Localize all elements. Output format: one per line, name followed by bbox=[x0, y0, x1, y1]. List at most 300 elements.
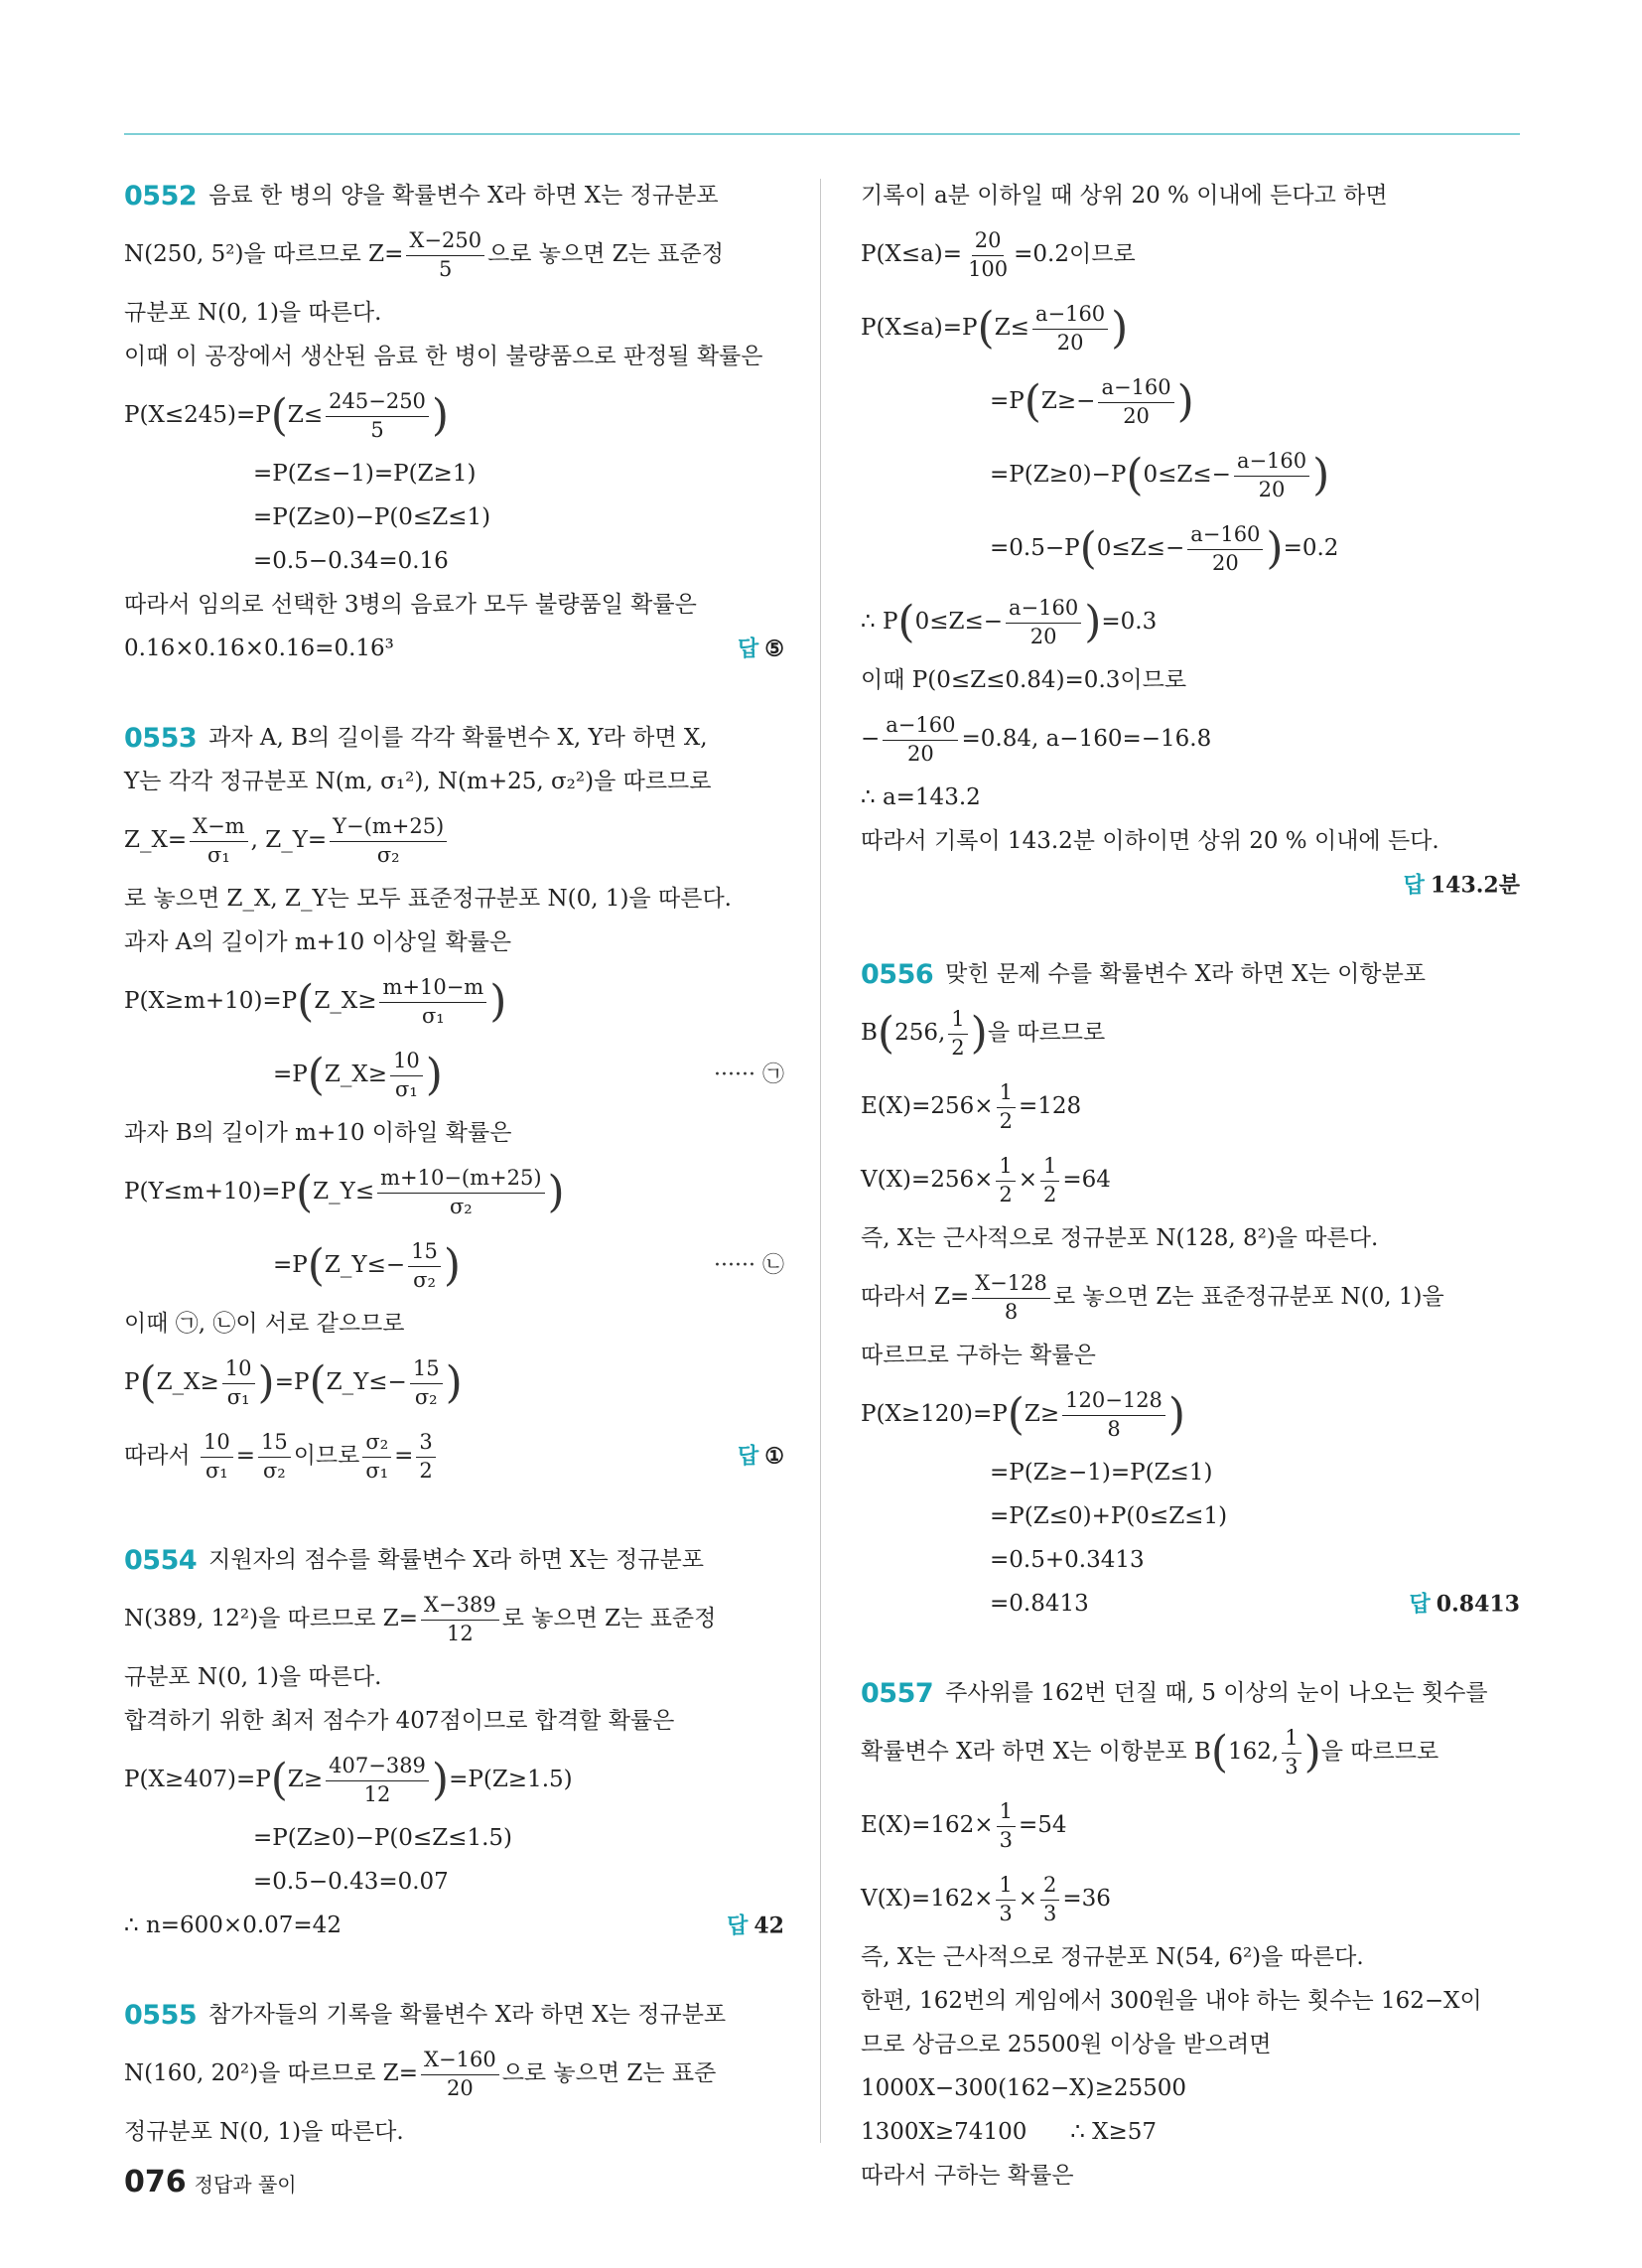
problem-556-line3 bbox=[861, 1261, 1520, 1335]
answer bbox=[1404, 873, 1520, 898]
equation: Z_X≥ bbox=[156, 1369, 219, 1396]
denominator: 5 bbox=[439, 256, 453, 281]
denominator: σ₂ bbox=[449, 1194, 473, 1218]
equation: =0.5−0.43=0.07 bbox=[253, 1869, 449, 1896]
equation: ∴ n=600×0.07=42 bbox=[124, 1913, 342, 1939]
denominator: 3 bbox=[1043, 1901, 1057, 1925]
numerator: 1 bbox=[996, 1874, 1015, 1900]
equation: =0.5+0.3413 bbox=[990, 1547, 1145, 1574]
equation: =P bbox=[274, 1369, 310, 1396]
paren-close: ) bbox=[1303, 1727, 1321, 1778]
fraction bbox=[1040, 1874, 1059, 1924]
problem-553-eq5 bbox=[124, 1229, 784, 1303]
fraction bbox=[362, 1431, 391, 1482]
problem-553-line3 bbox=[124, 878, 784, 921]
equation: Z_X≥ bbox=[314, 988, 377, 1015]
text: N(160, 20²)을 따르므로 Z= bbox=[124, 2060, 419, 2087]
paren-open: ( bbox=[1126, 450, 1144, 501]
paren-close: ) bbox=[547, 1167, 565, 1218]
denominator: 20 bbox=[447, 2075, 474, 2100]
denominator: 20 bbox=[1258, 477, 1286, 501]
numerator: 120−128 bbox=[1062, 1389, 1165, 1415]
equation: =P(Z≤−1)=P(Z≥1) bbox=[253, 461, 477, 488]
fraction bbox=[326, 1755, 429, 1805]
equation: = bbox=[394, 1443, 414, 1470]
text: 맞힌 문제 수를 확률변수 X라 하면 X는 이항분포 bbox=[945, 961, 1427, 988]
equation: =P(Z≥0)−P(0≤Z≤1) bbox=[253, 504, 491, 531]
numerator: 10 bbox=[390, 1050, 423, 1075]
numerator: a−160 bbox=[1234, 450, 1309, 476]
problem-555-r2 bbox=[861, 218, 1520, 292]
text: 로 놓으면 Z는 표준정 bbox=[501, 1606, 717, 1632]
fraction bbox=[1006, 597, 1081, 647]
denominator: 2 bbox=[999, 1108, 1013, 1133]
problem-number: 0553 bbox=[124, 723, 198, 755]
equation: B bbox=[861, 1020, 878, 1047]
paren-open: ( bbox=[307, 1050, 325, 1101]
equation: 0.16×0.16×0.16=0.16³ bbox=[124, 636, 394, 662]
problem-555-r5 bbox=[861, 439, 1520, 512]
fraction bbox=[416, 1431, 435, 1482]
problem-555-r9 bbox=[861, 703, 1520, 777]
equation: =64 bbox=[1062, 1167, 1111, 1194]
numerator: X−389 bbox=[421, 1594, 499, 1620]
equation: P(X≤a)= bbox=[861, 241, 963, 268]
numerator: 3 bbox=[416, 1431, 435, 1457]
text: 이므로 bbox=[293, 1443, 360, 1470]
numerator: 407−389 bbox=[326, 1755, 429, 1780]
denominator: 2 bbox=[999, 1182, 1013, 1206]
numerator: a−160 bbox=[1098, 376, 1173, 402]
equation: Z≤ bbox=[287, 402, 324, 429]
paren-close: ) bbox=[1176, 376, 1194, 428]
fraction bbox=[421, 1594, 499, 1644]
paren-close: ) bbox=[445, 1357, 463, 1409]
paren-close: ) bbox=[970, 1008, 988, 1060]
numerator: σ₂ bbox=[362, 1431, 391, 1457]
text: 이때 P(0≤Z≤0.84)=0.3이므로 bbox=[861, 667, 1187, 694]
fraction bbox=[421, 2049, 499, 2099]
text: 정규분포 N(0, 1)을 따른다. bbox=[124, 2119, 404, 2146]
denominator: 2 bbox=[1043, 1182, 1057, 1206]
problem-557-line5 bbox=[861, 2024, 1520, 2067]
problem-552-line3 bbox=[124, 292, 784, 336]
answer bbox=[1410, 1592, 1520, 1617]
denominator: σ₂ bbox=[376, 842, 400, 867]
numerator: 1 bbox=[997, 1081, 1016, 1107]
denominator: 2 bbox=[951, 1035, 965, 1060]
equation: =P(Z≥−1)=P(Z≤1) bbox=[990, 1460, 1213, 1487]
equation: 0≤Z≤− bbox=[1143, 462, 1231, 489]
footer-label: 정답과 풀이 bbox=[194, 2173, 297, 2197]
numerator: 1 bbox=[948, 1008, 967, 1034]
equation: P(Y≤m+10)=P bbox=[124, 1179, 296, 1205]
equation: =0.5−0.34=0.16 bbox=[253, 548, 449, 575]
problem-555-answer-line bbox=[861, 864, 1520, 908]
problem-555-r6 bbox=[861, 512, 1520, 586]
paren-open: ( bbox=[897, 597, 915, 648]
fraction bbox=[1282, 1727, 1300, 1777]
problem-556-line1 bbox=[861, 953, 1520, 997]
text: N(389, 12²)을 따르므로 Z= bbox=[124, 1606, 419, 1632]
text: 음료 한 병의 양을 확률변수 X라 하면 X는 정규분포 bbox=[208, 183, 719, 210]
problem-556-eq1 bbox=[861, 997, 1520, 1070]
right-column bbox=[861, 175, 1520, 2198]
text: 을 따르므로 bbox=[1320, 1739, 1439, 1766]
numerator: 1 bbox=[1040, 1155, 1059, 1181]
text: 이때 이 공장에서 생산된 음료 한 병이 불량품으로 판정될 확률은 bbox=[124, 344, 763, 370]
equation: Z≤ bbox=[994, 315, 1029, 342]
paren-close: ) bbox=[257, 1357, 275, 1409]
paren-close: ) bbox=[1312, 450, 1330, 501]
paren-close: ) bbox=[1167, 1389, 1186, 1441]
numerator: 10 bbox=[222, 1357, 255, 1383]
text: 즉, X는 근사적으로 정규분포 N(128, 8²)을 따른다. bbox=[861, 1225, 1379, 1252]
equation: 162, bbox=[1228, 1739, 1280, 1766]
problem-554-line4 bbox=[124, 1700, 784, 1744]
equation: V(X)=162× bbox=[861, 1886, 994, 1913]
fraction bbox=[408, 1240, 441, 1291]
page-footer bbox=[124, 2165, 297, 2199]
fraction bbox=[996, 1874, 1015, 1924]
fraction bbox=[410, 1357, 443, 1408]
left-column bbox=[124, 175, 784, 2155]
fraction bbox=[1098, 376, 1173, 427]
numerator: X−250 bbox=[406, 229, 484, 255]
text: 기록이 a분 이하일 때 상위 20 % 이내에 든다고 하면 bbox=[861, 183, 1388, 210]
problem-557-eq1 bbox=[861, 1789, 1520, 1863]
problem-554-eq2 bbox=[124, 1817, 784, 1861]
paren-open: ( bbox=[270, 390, 288, 442]
equation: P(X≥m+10)=P bbox=[124, 988, 298, 1015]
text: 따라서 임의로 선택한 3병의 음료가 모두 불량품일 확률은 bbox=[124, 592, 697, 619]
column-divider bbox=[820, 179, 821, 2143]
denominator: 20 bbox=[1123, 403, 1150, 428]
problem-number: 0554 bbox=[124, 1545, 198, 1577]
equation: =0.2이므로 bbox=[1014, 241, 1136, 268]
equation: P(X≤a)=P bbox=[861, 315, 978, 342]
numerator: 1 bbox=[996, 1155, 1015, 1181]
problem-556-eq5 bbox=[861, 1452, 1520, 1495]
text: 즉, X는 근사적으로 정규분포 N(54, 6²)을 따른다. bbox=[861, 1944, 1364, 1971]
equation: − bbox=[861, 726, 881, 753]
problem-555-line1 bbox=[124, 1994, 784, 2038]
problem-552-eq1 bbox=[124, 379, 784, 453]
problem-557-eq2 bbox=[861, 1863, 1520, 1936]
equation: =P bbox=[273, 1252, 308, 1279]
problem-556-line2 bbox=[861, 1217, 1520, 1261]
fraction bbox=[390, 1050, 423, 1100]
text: 따라서 기록이 143.2분 이하이면 상위 20 % 이내에 든다. bbox=[861, 828, 1439, 855]
equation: Z_Y≤− bbox=[326, 1369, 407, 1396]
fraction bbox=[379, 976, 486, 1027]
problem-555-line3 bbox=[124, 2111, 784, 2155]
answer-label: 답 bbox=[738, 637, 759, 662]
paren-open: ( bbox=[1079, 523, 1097, 575]
text: 확률변수 X라 하면 X는 이항분포 B bbox=[861, 1739, 1211, 1766]
text: 과자 A의 길이가 m+10 이상일 확률은 bbox=[124, 929, 512, 956]
text: 따르므로 구하는 확률은 bbox=[861, 1343, 1096, 1369]
problem-557-line6 bbox=[861, 2155, 1520, 2198]
text: 으로 놓으면 Z는 표준 bbox=[501, 2060, 717, 2087]
answer-label: 답 bbox=[738, 1444, 759, 1470]
answer bbox=[727, 1914, 784, 1938]
fraction bbox=[996, 1155, 1015, 1205]
equation: Z_X≥ bbox=[324, 1062, 388, 1088]
equation: Z≥ bbox=[287, 1767, 324, 1793]
problem-554-eq1 bbox=[124, 1744, 784, 1817]
numerator: 15 bbox=[258, 1431, 291, 1457]
equation: Z≥ bbox=[1024, 1401, 1060, 1428]
numerator: a−160 bbox=[883, 714, 958, 740]
paren-open: ( bbox=[295, 1167, 314, 1218]
problem-553-line1 bbox=[124, 717, 784, 761]
problem-556-line4 bbox=[861, 1335, 1520, 1378]
paren-close: ) bbox=[431, 1755, 450, 1806]
fraction bbox=[406, 229, 484, 280]
paren-open: ( bbox=[1210, 1727, 1228, 1778]
denominator: σ₁ bbox=[205, 1458, 228, 1483]
denominator: σ₂ bbox=[414, 1384, 438, 1409]
problem-555-r8 bbox=[861, 659, 1520, 703]
fraction bbox=[330, 815, 447, 866]
problem-553-line7 bbox=[124, 1420, 784, 1493]
fraction bbox=[1187, 523, 1263, 574]
fraction bbox=[326, 390, 429, 441]
equation: V(X)=256× bbox=[861, 1167, 994, 1194]
problem-552-eq3 bbox=[124, 496, 784, 540]
equation: =P(Z≥0)−P(0≤Z≤1.5) bbox=[253, 1825, 513, 1852]
problem-555-r4 bbox=[861, 365, 1520, 439]
numerator: 2 bbox=[1040, 1874, 1059, 1900]
problem-556-eq6 bbox=[861, 1495, 1520, 1539]
paren-open: ( bbox=[307, 1240, 325, 1292]
problem-553-eq3 bbox=[124, 1039, 784, 1112]
equation: =0.5−P bbox=[990, 535, 1080, 562]
problem-553-line2 bbox=[124, 761, 784, 804]
problem-number: 0557 bbox=[861, 1678, 934, 1710]
denominator: σ₂ bbox=[262, 1458, 286, 1483]
denominator: 3 bbox=[999, 1827, 1013, 1852]
text: 로 놓으면 Z_X, Z_Y는 모두 표준정규분포 N(0, 1)을 따른다. bbox=[124, 886, 732, 913]
problem-556-eq8 bbox=[861, 1583, 1520, 1627]
problem-555-r11 bbox=[861, 820, 1520, 864]
text: 과자 B의 길이가 m+10 이하일 확률은 bbox=[124, 1120, 512, 1147]
problem-556-eq3 bbox=[861, 1144, 1520, 1217]
equation: =P bbox=[273, 1062, 308, 1088]
problem-557-eq4 bbox=[861, 2111, 1520, 2155]
denominator: σ₁ bbox=[421, 1003, 445, 1028]
equation: =P bbox=[990, 388, 1025, 415]
paren-open: ( bbox=[297, 976, 315, 1028]
problem-554-eq4 bbox=[124, 1905, 784, 1948]
problem-553-line6 bbox=[124, 1303, 784, 1347]
fraction bbox=[948, 1008, 967, 1059]
answer-value: 0.8413 bbox=[1436, 1591, 1520, 1618]
denominator: 2 bbox=[419, 1458, 433, 1483]
text: 따라서 Z= bbox=[861, 1284, 970, 1311]
problem-553-eq6 bbox=[124, 1347, 784, 1420]
answer bbox=[738, 1444, 784, 1469]
text: 므로 상금으로 25500원 이상을 받으려면 bbox=[861, 2032, 1272, 2058]
denominator: 20 bbox=[1056, 330, 1084, 354]
page-number: 076 bbox=[124, 2165, 187, 2199]
problem-553-line5 bbox=[124, 1112, 784, 1156]
fraction bbox=[972, 1272, 1050, 1323]
paren-open: ( bbox=[977, 303, 995, 354]
equation: Z_X= bbox=[124, 827, 188, 854]
equation: P(X≥120)=P bbox=[861, 1401, 1008, 1428]
denominator: 12 bbox=[363, 1781, 391, 1806]
numerator: 10 bbox=[201, 1431, 233, 1457]
text: 따라서 bbox=[124, 1443, 191, 1470]
problem-552-line5 bbox=[124, 584, 784, 628]
problem-552-line1 bbox=[124, 175, 784, 218]
problem-557-line3 bbox=[861, 1936, 1520, 1980]
equation: =54 bbox=[1018, 1812, 1067, 1839]
equation-marker: ······ ㉠ bbox=[714, 1062, 784, 1087]
equation: Z≥− bbox=[1040, 388, 1096, 415]
text: 규분포 N(0, 1)을 따른다. bbox=[124, 1664, 382, 1691]
fraction bbox=[222, 1357, 255, 1408]
numerator: 15 bbox=[408, 1240, 441, 1266]
fraction bbox=[1062, 1389, 1165, 1440]
equation: =P(Z≥1.5) bbox=[449, 1767, 573, 1793]
answer-label: 답 bbox=[1403, 873, 1425, 899]
paren-open: ( bbox=[270, 1755, 288, 1806]
problem-number: 0552 bbox=[124, 181, 198, 213]
text: 로 놓으면 Z는 표준정규분포 N(0, 1)을 bbox=[1052, 1284, 1444, 1311]
paren-open: ( bbox=[1007, 1389, 1025, 1441]
numerator: m+10−(m+25) bbox=[377, 1167, 544, 1193]
fraction bbox=[190, 815, 247, 866]
paren-close: ) bbox=[431, 390, 450, 442]
problem-556-eq7 bbox=[861, 1539, 1520, 1583]
fraction bbox=[377, 1167, 544, 1217]
problem-557-line4 bbox=[861, 1980, 1520, 2024]
denominator: 3 bbox=[1285, 1754, 1299, 1778]
denominator: σ₂ bbox=[413, 1267, 436, 1292]
numerator: X−m bbox=[190, 815, 247, 841]
fraction bbox=[997, 1800, 1016, 1851]
equation: Z_Y≤− bbox=[324, 1252, 406, 1279]
text: N(250, 5²)을 따르므로 Z= bbox=[124, 241, 404, 268]
problem-553-eq4 bbox=[124, 1156, 784, 1229]
denominator: 8 bbox=[1004, 1299, 1019, 1324]
text: 따라서 구하는 확률은 bbox=[861, 2163, 1074, 2190]
fraction bbox=[997, 1081, 1016, 1132]
equation: =36 bbox=[1062, 1886, 1111, 1913]
paren-close: ) bbox=[425, 1050, 443, 1101]
text: Y는 각각 정규분포 N(m, σ₁²), N(m+25, σ₂²)을 따르므로 bbox=[124, 769, 712, 795]
problem-555-r10 bbox=[861, 777, 1520, 820]
numerator: a−160 bbox=[1006, 597, 1081, 623]
fraction bbox=[1234, 450, 1309, 500]
text: 참가자들의 기록을 확률변수 X라 하면 X는 정규분포 bbox=[208, 2002, 727, 2029]
numerator: 20 bbox=[972, 229, 1005, 255]
problem-552-line4 bbox=[124, 336, 784, 379]
problem-553-line4 bbox=[124, 921, 784, 965]
denominator: 20 bbox=[1211, 550, 1239, 575]
answer-label: 답 bbox=[1409, 1592, 1431, 1618]
numerator: 1 bbox=[1282, 1727, 1300, 1753]
problem-555-line2 bbox=[124, 2038, 784, 2111]
text: 합격하기 위한 최저 점수가 407점이므로 합격할 확률은 bbox=[124, 1708, 675, 1735]
equation: =0.2 bbox=[1283, 535, 1339, 562]
denominator: 100 bbox=[968, 256, 1009, 281]
text: 한편, 162번의 게임에서 300원을 내야 하는 횟수는 162−X이 bbox=[861, 1988, 1482, 2015]
numerator: a−160 bbox=[1187, 523, 1263, 549]
paren-close: ) bbox=[1084, 597, 1102, 648]
equation: Z_Y≤ bbox=[313, 1179, 375, 1205]
answer-label: 답 bbox=[727, 1914, 749, 1939]
equation-marker: ······ ㉡ bbox=[714, 1252, 784, 1278]
denominator: σ₁ bbox=[365, 1458, 389, 1483]
denominator: 20 bbox=[907, 741, 934, 766]
denominator: σ₁ bbox=[206, 842, 230, 867]
problem-557-line1 bbox=[861, 1672, 1520, 1716]
equation: × bbox=[1018, 1886, 1038, 1913]
equation: ∴ P bbox=[861, 609, 898, 636]
equation: 1300X≥74100 ∴ X≥57 bbox=[861, 2119, 1158, 2146]
problem-555-r1 bbox=[861, 175, 1520, 218]
equation: 0≤Z≤− bbox=[914, 609, 1004, 636]
problem-556-eq2 bbox=[861, 1070, 1520, 1144]
equation: 0≤Z≤− bbox=[1096, 535, 1185, 562]
numerator: X−160 bbox=[421, 2049, 499, 2074]
denominator: σ₁ bbox=[395, 1076, 418, 1101]
equation: P(X≤245)=P bbox=[124, 402, 271, 429]
fraction bbox=[883, 714, 958, 765]
problem-553-eq2 bbox=[124, 965, 784, 1039]
numerator: m+10−m bbox=[379, 976, 486, 1002]
fraction bbox=[201, 1431, 233, 1482]
fraction bbox=[1032, 303, 1108, 354]
equation: × bbox=[1018, 1167, 1038, 1194]
text: 과자 A, B의 길이를 각각 확률변수 X, Y라 하면 X, bbox=[208, 725, 708, 752]
denominator: 5 bbox=[370, 417, 384, 442]
answer bbox=[738, 637, 784, 661]
equation: 256, bbox=[894, 1020, 946, 1047]
problem-554-line1 bbox=[124, 1539, 784, 1583]
numerator: Y−(m+25) bbox=[330, 815, 447, 841]
paren-close: ) bbox=[489, 976, 507, 1028]
problem-552-eq2 bbox=[124, 453, 784, 496]
numerator: 15 bbox=[410, 1357, 443, 1383]
problem-number: 0556 bbox=[861, 959, 934, 991]
answer-value: ① bbox=[764, 1443, 784, 1470]
equation: =P(Z≤0)+P(0≤Z≤1) bbox=[990, 1503, 1228, 1530]
paren-open: ( bbox=[1024, 376, 1041, 428]
problem-number: 0555 bbox=[124, 2000, 198, 2032]
paren-open: ( bbox=[877, 1008, 895, 1060]
denominator: 12 bbox=[447, 1621, 474, 1645]
numerator: 1 bbox=[997, 1800, 1016, 1826]
paren-close: ) bbox=[1266, 523, 1284, 575]
text: 으로 놓으면 Z는 표준정 bbox=[487, 241, 724, 268]
paren-open: ( bbox=[139, 1357, 157, 1409]
problem-552-line6 bbox=[124, 628, 784, 671]
equation: ∴ a=143.2 bbox=[861, 784, 981, 811]
fraction bbox=[1040, 1155, 1059, 1205]
problem-554-eq3 bbox=[124, 1861, 784, 1905]
equation: , Z_Y= bbox=[250, 827, 328, 854]
fraction bbox=[965, 229, 1011, 280]
text: 지원자의 점수를 확률변수 X라 하면 X는 정규분포 bbox=[208, 1547, 704, 1574]
problem-552-line2 bbox=[124, 218, 784, 292]
text: 주사위를 162번 던질 때, 5 이상의 눈이 나오는 횟수를 bbox=[945, 1680, 1488, 1707]
numerator: a−160 bbox=[1032, 303, 1108, 329]
